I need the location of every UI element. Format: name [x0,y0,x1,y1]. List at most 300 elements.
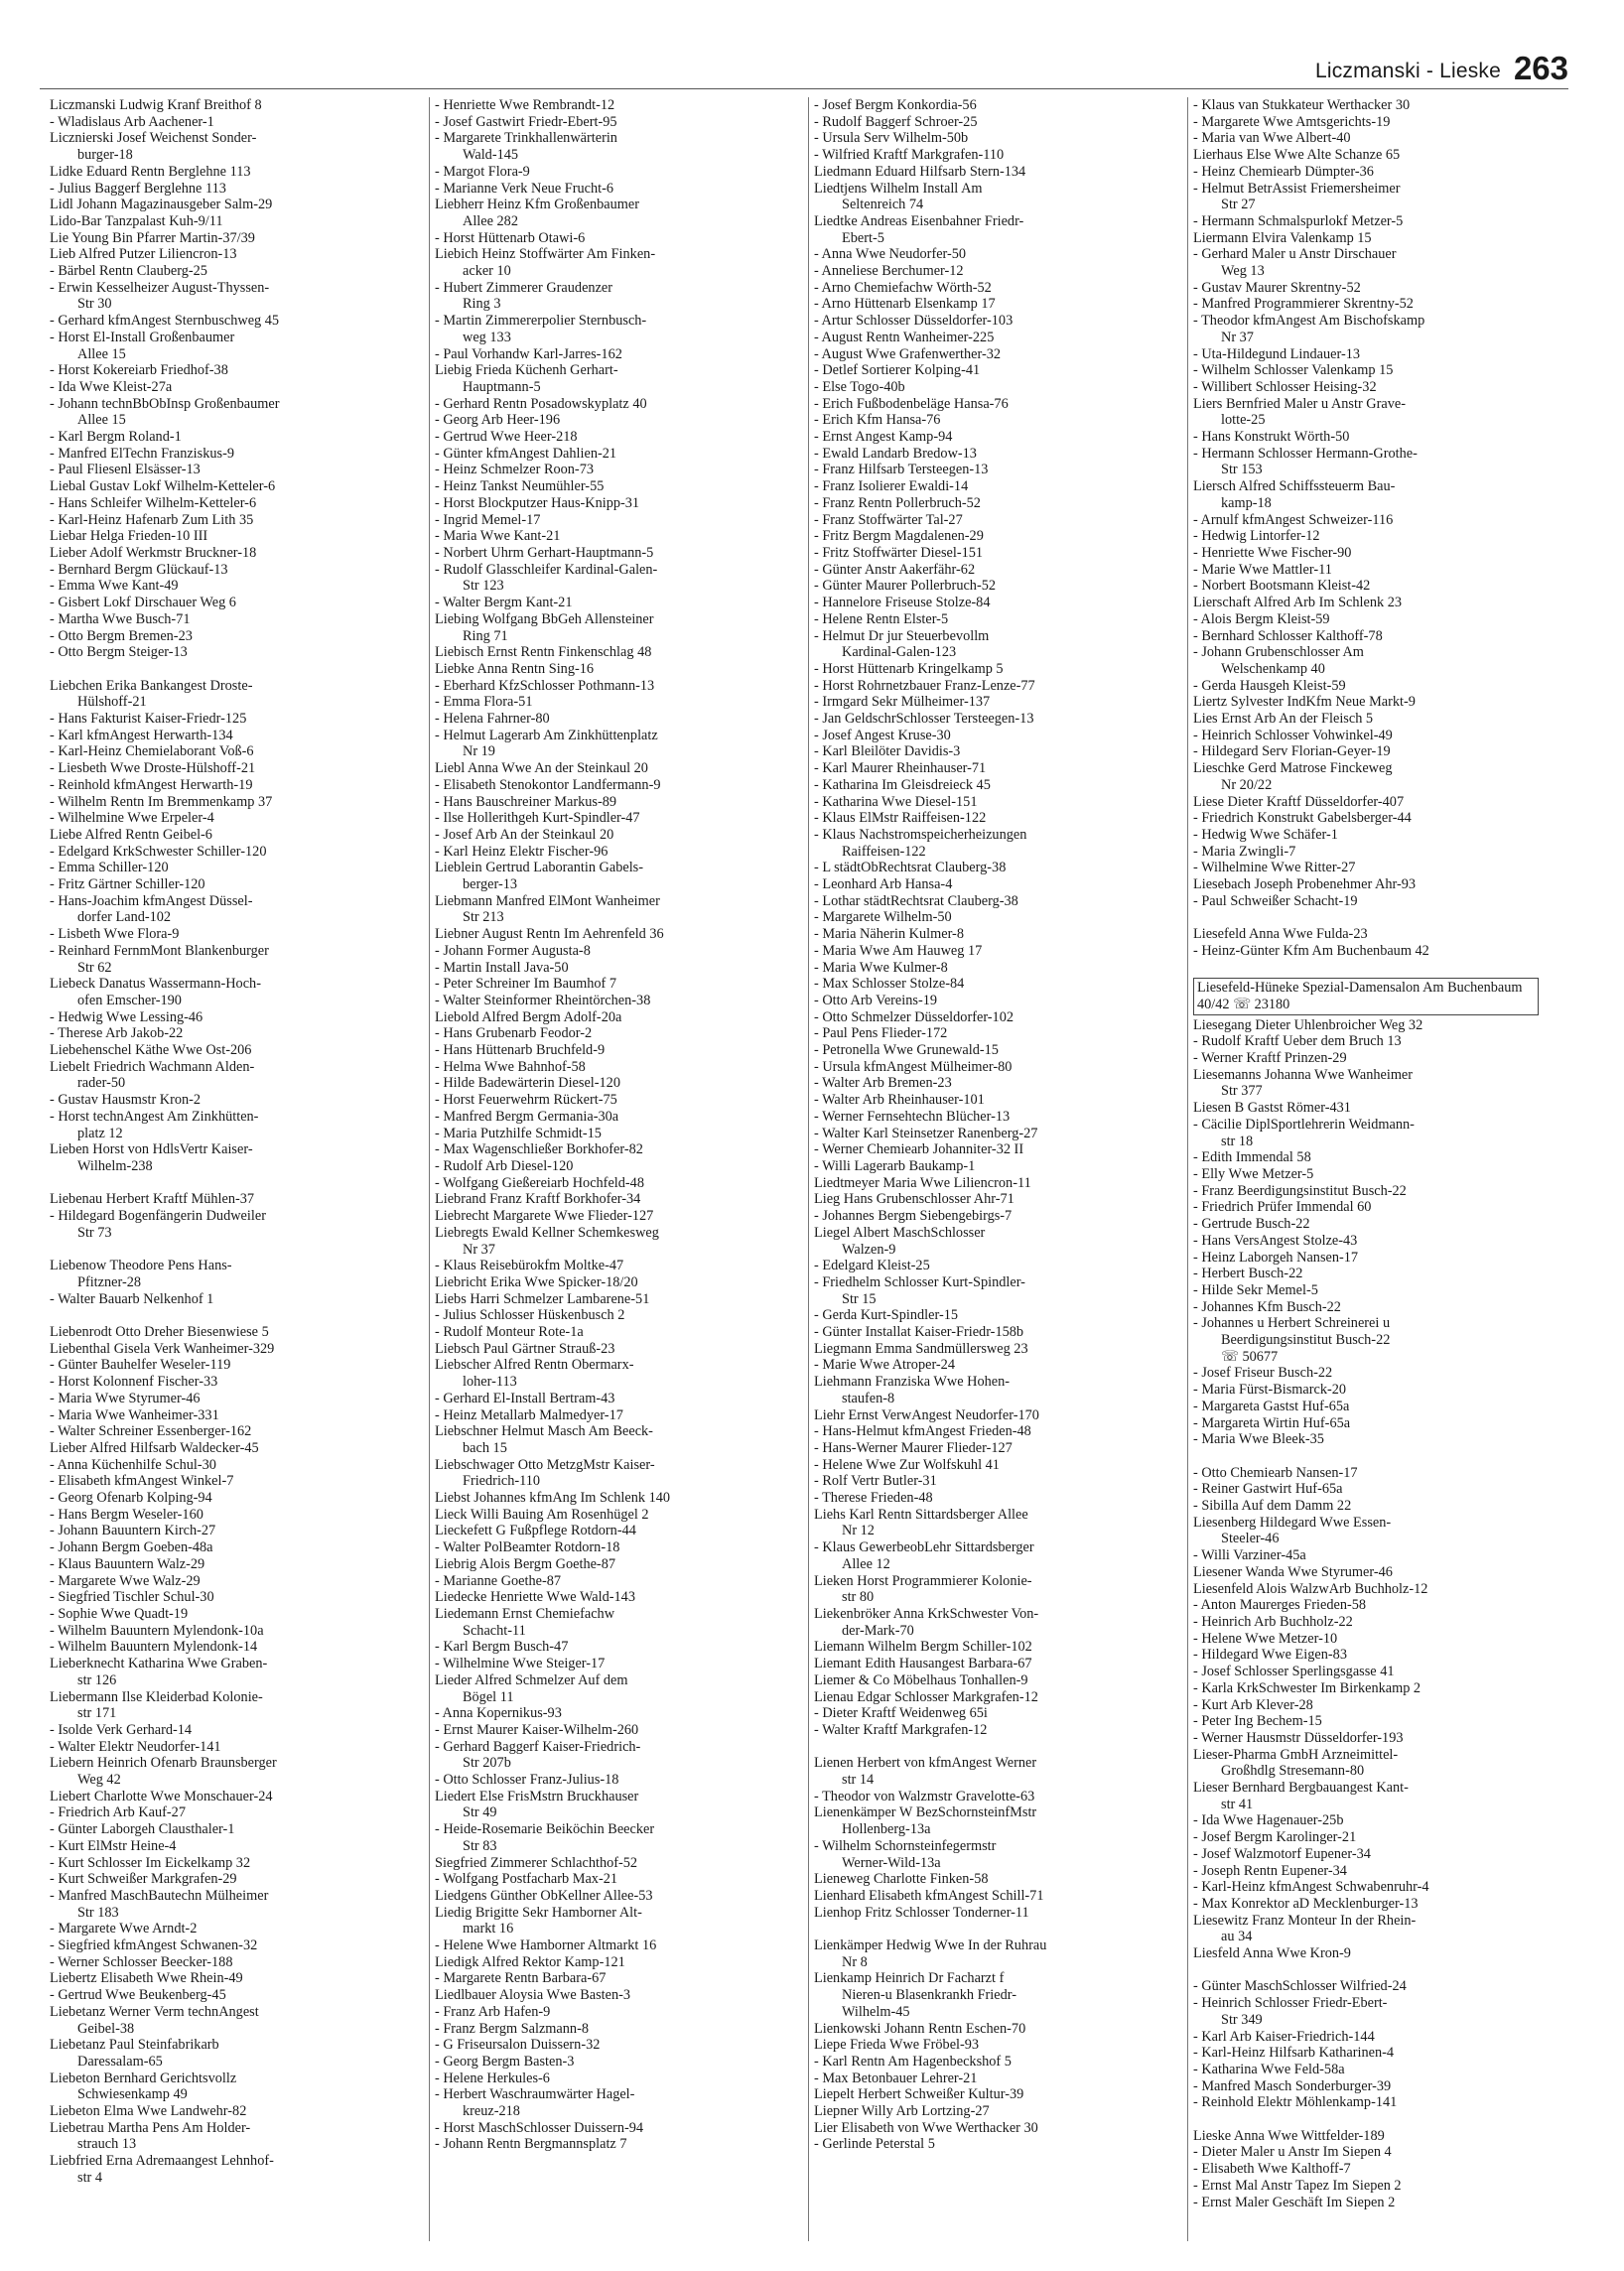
directory-entry [1193,2111,1539,2128]
directory-column-4 [1193,97,1539,2251]
directory-entry: - Margot Flora-9 [435,163,530,180]
directory-entry: - Johann Former Augusta-8 [435,942,591,959]
directory-entry: Welschenkamp 40 [1221,660,1325,677]
directory-entry: - Wilhelm Schlosser Valenkamp 15 [1193,362,1394,379]
directory-entry: - Rudolf Glasschleifer Kardinal-Galen- [435,561,658,578]
directory-entry: Wilhelm-238 [77,1158,153,1174]
directory-entry: str 18 [1221,1133,1254,1149]
directory-entry: Großhdlg Stresemann-80 [1221,1763,1365,1780]
directory-entry: - Kurt ElMstr Heine-4 [50,1837,177,1854]
directory-entry: - Klaus Reisebürokfm Moltke-47 [435,1258,624,1274]
directory-entry: - Maria Wwe Kant-21 [435,528,561,545]
directory-entry: - Hannelore Friseuse Stolze-84 [814,595,991,611]
directory-entry: - Gustav Hausmstr Kron-2 [50,1092,202,1109]
directory-entry: burger-18 [77,147,133,164]
directory-entry: - Gerhard Maler u Anstr Dirschauer [1193,246,1397,263]
directory-entry: - Friedrich Prüfer Immendal 60 [1193,1199,1372,1216]
directory-entry: - August Wwe Grafenwerther-32 [814,345,1002,362]
directory-entry: Hauptmann-5 [463,378,541,395]
directory-entry: Lieneweg Charlotte Finken-58 [814,1871,989,1888]
directory-entry: berger-13 [463,876,518,893]
directory-entry: Geibel-38 [77,2020,135,2037]
directory-entry: - Horst Rohrnetzbauer Franz-Lenze-77 [814,677,1035,694]
directory-entry: - Helene Herkules-6 [435,2070,550,2086]
directory-entry: - Emma Schiller-120 [50,860,169,876]
directory-entry: Liertz Sylvester IndKfm Neue Markt-9 [1193,694,1416,711]
directory-entry: - Maria Putzhilfe Schmidt-15 [435,1125,602,1141]
directory-entry: Nr 8 [842,1953,868,1970]
directory-entry: - Katharina Wwe Diesel-151 [814,793,978,810]
directory-entry: Lieske Anna Wwe Wittfelder-189 [1193,2127,1385,2144]
directory-entry: Schacht-11 [463,1622,526,1639]
directory-entry: au 34 [1221,1929,1253,1945]
directory-entry: - Isolde Verk Gerhard-14 [50,1721,193,1738]
directory-entry: - Reinhold kfmAngest Herwarth-19 [50,776,253,793]
directory-entry: - Hans-Werner Maurer Flieder-127 [814,1439,1013,1456]
directory-entry: Beerdigungsinstitut Busch-22 [1221,1332,1391,1349]
directory-entry: Liebenthal Gisela Verk Wanheimer-329 [50,1340,275,1357]
directory-entry: - Willi Lagerarb Baukamp-1 [814,1158,976,1174]
directory-entry: - Walter Arb Rheinhauser-101 [814,1092,985,1109]
directory-entry: str 126 [77,1671,117,1688]
directory-entry: Liepelt Herbert Schweißer Kultur-39 [814,2086,1024,2103]
directory-entry: kreuz-218 [463,2103,520,2120]
directory-entry: loher-113 [463,1374,517,1391]
directory-entry: - Edith Immendal 58 [1193,1149,1311,1166]
directory-entry: rader-50 [77,1075,126,1092]
directory-entry: - Henriette Wwe Fischer-90 [1193,544,1352,561]
directory-entry: - Klaus Bauuntern Walz-29 [50,1555,205,1572]
directory-entry: Liebert Charlotte Wwe Monschauer-24 [50,1788,273,1804]
directory-entry: - Erich Kfm Hansa-76 [814,412,941,429]
directory-entry: str 41 [1221,1796,1254,1812]
directory-entry: - Werner Schlosser Beecker-188 [50,1953,233,1970]
directory-entry: - Max Schlosser Stolze-84 [814,976,965,993]
directory-entry: platz 12 [77,1125,123,1141]
directory-entry: - Herbert Busch-22 [1193,1266,1303,1282]
directory-entry: Ring 71 [463,627,508,644]
directory-entry: - Günter Bauhelfer Weseler-119 [50,1357,231,1374]
directory-entry: - Bernhard Bergm Glückauf-13 [50,561,228,578]
directory-entry: - Georg Ofenarb Kolping-94 [50,1490,212,1507]
directory-entry: - Heinrich Schlosser Vohwinkel-49 [1193,727,1393,743]
directory-entry: - Karl Maurer Rheinhauser-71 [814,760,987,777]
directory-entry: Nr 12 [842,1523,875,1539]
directory-entry: - Otto Bergm Steiger-13 [50,644,188,661]
directory-entry: - Heinz Chemiearb Dümpter-36 [1193,163,1374,180]
directory-entry: - Eberhard KfzSchlosser Pothmann-13 [435,677,655,694]
directory-entry: Str 73 [77,1224,112,1241]
directory-entry: Lienkamp Heinrich Dr Facharzt f [814,1970,1005,1987]
directory-entry [1193,960,1539,977]
directory-entry: - Rolf Vertr Butler-31 [814,1473,937,1490]
directory-entry [1193,1448,1539,1465]
directory-entry: - Karl kfmAngest Herwarth-134 [50,727,233,743]
directory-entry: Lierschaft Alfred Arb Im Schlenk 23 [1193,595,1403,611]
directory-entry: - Günter MaschSchlosser Wilfried-24 [1193,1978,1407,1995]
directory-entry: Raiffeisen-122 [842,843,926,860]
directory-entry: - Franz Bergm Salzmann-8 [435,2020,589,2037]
directory-entry: Lier Elisabeth von Wwe Werthacker 30 [814,2119,1038,2136]
directory-column-2 [435,97,780,2251]
directory-entry: - Ewald Landarb Bredow-13 [814,445,977,462]
directory-entry: Liebeton Elma Wwe Landwehr-82 [50,2103,247,2120]
directory-entry: - Alois Bergm Kleist-59 [1193,610,1330,627]
directory-entry: - Hilde Badewärterin Diesel-120 [435,1075,620,1092]
directory-entry: - Anna Küchenhilfe Schul-30 [50,1456,216,1473]
directory-entry: - Friedhelm Schlosser Kurt-Spindler- [814,1273,1025,1290]
directory-entry: - August Rentn Wanheimer-225 [814,329,995,345]
directory-entry: - Theodor kfmAngest Am Bischofskamp [1193,313,1425,330]
directory-entry: - Leonhard Arb Hansa-4 [814,876,953,893]
directory-entry: Liebetanz Paul Steinfabrikarb [50,2037,219,2054]
directory-entry: - Wolfgang Postfacharb Max-21 [435,1871,618,1888]
page-header [40,38,1568,89]
directory-entry: - Gerhard Baggerf Kaiser-Friedrich- [435,1738,641,1755]
directory-entry: Liebal Gustav Lokf Wilhelm-Ketteler-6 [50,478,276,495]
directory-entry: - Anton Maurerges Frieden-58 [1193,1597,1367,1614]
directory-entry: Liesfeld Anna Wwe Kron-9 [1193,1945,1351,1962]
page-number: 263 [1513,50,1568,86]
directory-entry: - Wilhelmine Wwe Ritter-27 [1193,860,1356,876]
directory-entry: Str 213 [463,909,504,926]
directory-entry: - Klaus van Stukkateur Werthacker 30 [1193,97,1411,113]
directory-entry: - Lothar städtRechtsrat Clauberg-38 [814,892,1018,909]
directory-entry: - Erich Fußbodenbeläge Hansa-76 [814,395,1009,412]
directory-entry: Liesenfeld Alois WalzwArb Buchholz-12 [1193,1580,1428,1597]
directory-entry: - Rudolf Arb Diesel-120 [435,1158,574,1174]
directory-entry: Lieb Alfred Putzer Liliencron-13 [50,246,237,263]
directory-entry: bach 15 [463,1439,507,1456]
directory-entry: Lieberknecht Katharina Wwe Graben- [50,1656,268,1672]
directory-entry: Lienen Herbert von kfmAngest Werner [814,1755,1037,1772]
directory-entry: - Heinz-Günter Kfm Am Buchenbaum 42 [1193,942,1429,959]
directory-entry: Liebmann Manfred ElMont Wanheimer [435,892,660,909]
directory-entry: - Gertrud Wwe Beukenberg-45 [50,1987,226,2004]
directory-entry [50,1242,395,1259]
directory-entry: - Peter Ing Bechem-15 [1193,1713,1322,1730]
directory-entry: - Ingrid Memel-17 [435,511,541,528]
directory-entry: - Arnulf kfmAngest Schweizer-116 [1193,511,1394,528]
directory-entry: - Kurt Schlosser Im Eickelkamp 32 [50,1854,251,1871]
directory-entry: Liebschner Helmut Masch Am Beeck- [435,1423,653,1440]
directory-entry: Lieg Hans Grubenschlosser Ahr-71 [814,1191,1015,1208]
directory-entry: - Gerlinde Peterstal 5 [814,2136,935,2153]
directory-entry: Nr 20/22 [1221,776,1273,793]
directory-entry: - Johann Bergm Goeben-48a [50,1539,213,1556]
directory-entry: - Hans Grubenarb Feodor-2 [435,1025,593,1042]
directory-entry: - Horst Hüttenarb Kringelkamp 5 [814,660,1004,677]
directory-entry: - Cäcilie DiplSportlehrerin Weidmann- [1193,1116,1415,1133]
directory-entry: - Helmut BetrAssist Friemersheimer [1193,180,1401,197]
directory-entry: - Heinz Laborgeh Nansen-17 [1193,1249,1359,1266]
directory-entry: - Margarete Wwe Amtsgerichts-19 [1193,113,1391,130]
directory-entry: - Hubert Zimmerer Graudenzer [435,279,613,296]
directory-entry: Liebregts Ewald Kellner Schemkesweg [435,1224,659,1241]
directory-entry: Liebrecht Margarete Wwe Flieder-127 [435,1208,654,1225]
directory-entry: Liebrig Alois Bergm Goethe-87 [435,1555,615,1572]
directory-entry: - Hilde Sekr Memel-5 [1193,1281,1318,1298]
directory-entry: - Hedwig Wwe Schäfer-1 [1193,826,1338,843]
directory-entry: Lieken Horst Programmierer Kolonie- [814,1572,1032,1589]
directory-entry: - Werner Kraftf Prinzen-29 [1193,1050,1347,1067]
directory-entry: - Erwin Kesselheizer August-Thyssen- [50,279,270,296]
directory-entry: Wald-145 [463,147,519,164]
directory-entry: Liebschwager Otto MetzgMstr Kaiser- [435,1456,655,1473]
directory-entry: Str 377 [1221,1083,1263,1100]
directory-entry: Daressalam-65 [77,2053,163,2070]
directory-entry: - Marie Wwe Atroper-24 [814,1357,955,1374]
directory-entry: - Walter PolBeamter Rotdorn-18 [435,1539,620,1556]
directory-entry: Str 349 [1221,2011,1263,2028]
directory-entry: - Josef Bergm Konkordia-56 [814,97,977,113]
directory-entry: Liesen B Gastst Römer-431 [1193,1100,1351,1117]
directory-entry: Liebing Wolfgang BbGeh Allensteiner [435,610,654,627]
directory-entry: Lidl Johann Magazinausgeber Salm-29 [50,197,273,213]
directory-entry: - Werner Chemiearb Johanniter-32 II [814,1141,1024,1158]
directory-entry: - Maria Wwe Wanheimer-331 [50,1406,219,1423]
directory-entry: Str 153 [1221,462,1263,478]
directory-entry: Seltenreich 74 [842,197,924,213]
directory-entry: - Franz Beerdigungsinstitut Busch-22 [1193,1182,1407,1199]
directory-entry: Liesener Wanda Wwe Styrumer-46 [1193,1563,1393,1580]
directory-entry: Str 27 [1221,197,1256,213]
directory-entry: Lieber Alfred Hilfsarb Waldecker-45 [50,1439,259,1456]
directory-entry: - Ida Wwe Kleist-27a [50,378,173,395]
directory-entry: - Heinrich Schlosser Friedr-Ebert- [1193,1995,1388,2012]
directory-entry: - Manfred MaschBautechn Mülheimer [50,1887,269,1904]
directory-entry: - Heide-Rosemarie Beiköchin Beecker [435,1821,655,1838]
directory-entry: Hülshoff-21 [77,694,147,711]
directory-entry: - Wilhelm Schornsteinfegermstr [814,1837,997,1854]
directory-entry: - Horst Feuerwehrm Rückert-75 [435,1092,617,1109]
directory-entry: - Paul Pens Flieder-172 [814,1025,948,1042]
directory-entry: markt 16 [463,1921,514,1937]
directory-entry: - Ernst Maurer Kaiser-Wilhelm-260 [435,1721,639,1738]
directory-entry: - Karl-Heinz Hilfsarb Katharinen-4 [1193,2045,1395,2062]
directory-entry: - Paul Fliesenl Elsässer-13 [50,462,201,478]
directory-entry: - Walter Karl Steinsetzer Ranenberg-27 [814,1125,1038,1141]
directory-entry: - Norbert Bootsmann Kleist-42 [1193,578,1371,595]
directory-entry [1193,1962,1539,1979]
directory-entry: - Hans Konstrukt Wörth-50 [1193,429,1350,446]
directory-entry: - Herbert Waschraumwärter Hagel- [435,2086,635,2103]
directory-entry: Walzen-9 [842,1241,896,1258]
directory-entry: - Wilhelm Rentn Im Bremmenkamp 37 [50,793,273,810]
directory-entry: Liedecke Henriette Wwe Wald-143 [435,1589,635,1606]
directory-entry: - Elisabeth Wwe Kalthoff-7 [1193,2161,1351,2178]
directory-entry: - Walter Steinformer Rheintörchen-38 [435,992,651,1008]
directory-entry: - Johannes u Herbert Schreinerei u [1193,1315,1391,1332]
directory-entry: - Heinz Schmelzer Roon-73 [435,462,594,478]
directory-entry: - Therese Arb Jakob-22 [50,1025,184,1042]
directory-entry: - Walter Arb Bremen-23 [814,1075,952,1092]
directory-entry: - Manfred Masch Sonderburger-39 [1193,2077,1392,2094]
directory-entry: - Georg Arb Heer-196 [435,412,561,429]
directory-entry: Lieder Alfred Schmelzer Auf dem [435,1671,628,1688]
directory-entry: - Franz Rentn Pollerbruch-52 [814,494,981,511]
directory-entry: Liebeck Danatus Wassermann-Hoch- [50,976,261,993]
directory-entry: - Josef Schlosser Sperlingsgasse 41 [1193,1664,1395,1680]
directory-entry: - Georg Bergm Basten-3 [435,2053,575,2070]
directory-entry: Schwiesenkamp 49 [77,2086,188,2103]
directory-entry: - Therese Frieden-48 [814,1490,933,1507]
directory-entry: Liebern Heinrich Ofenarb Braunsberger [50,1755,277,1772]
directory-entry: Ring 3 [463,296,501,313]
directory-entry: - Gustav Maurer Skrentny-52 [1193,279,1361,296]
directory-entry: - Josef Bergm Karolinger-21 [1193,1829,1357,1846]
directory-entry: Friedrich-110 [463,1473,541,1490]
directory-entry: - Hans Schleifer Wilhelm-Ketteler-6 [50,494,257,511]
directory-entry: - Werner Fernsehtechn Blücher-13 [814,1108,1011,1125]
directory-entry: acker 10 [463,263,511,280]
directory-entry: - Margarete Wwe Walz-29 [50,1572,201,1589]
directory-entry: Liebenrodt Otto Dreher Biesenwiese 5 [50,1324,269,1341]
directory-entry: Allee 15 [77,345,126,362]
directory-entry: - Julius Baggerf Berglehne 113 [50,180,226,197]
directory-entry: - Hermann Schlosser Hermann-Grothe- [1193,445,1418,462]
directory-entry: - Wilhelmine Wwe Steiger-17 [435,1656,606,1672]
directory-entry: - Wladislaus Arb Aachener-1 [50,113,214,130]
directory-entry: - Gerhard kfmAngest Sternbuschweg 45 [50,313,280,330]
directory-entry: Steeler-46 [1221,1531,1280,1547]
directory-entry: Liesebach Joseph Probenehmer Ahr-93 [1193,876,1417,893]
directory-entry: Liebst Johannes kfmAng Im Schlenk 140 [435,1490,671,1507]
directory-entry: - Ida Wwe Hagenauer-25b [1193,1812,1344,1829]
directory-entry: - Wilhelm Bauuntern Mylendonk-14 [50,1639,258,1656]
directory-entry: - Klaus ElMstr Raiffeisen-122 [814,810,987,827]
directory-entry: - L städtObRechtsrat Clauberg-38 [814,860,1007,876]
directory-entry: - Margareta Wirtin Huf-65a [1193,1414,1351,1431]
directory-entry: Str 207b [463,1755,511,1772]
directory-entry: Lies Ernst Arb An der Fleisch 5 [1193,711,1374,728]
directory-entry: - Gertrud Wwe Heer-218 [435,429,578,446]
boxed-advertisement: Liesefeld-Hüneke Spezial-Damensalon Am Buchenbaum 40/42 ☏ 23180 [1193,978,1539,1014]
directory-entry: - G Friseursalon Duissern-32 [435,2037,601,2054]
directory-entry: - Irmgard Sekr Mülheimer-137 [814,694,991,711]
directory-entry: - Maria Wwe Am Hauweg 17 [814,942,983,959]
directory-entry: - Karl Bergm Roland-1 [50,429,182,446]
directory-entry: - Klaus Nachstromspeicherheizungen [814,826,1027,843]
directory-entry: - Manfred ElTechn Franziskus-9 [50,445,234,462]
directory-entry: - Karla KrkSchwester Im Birkenkamp 2 [1193,1679,1421,1696]
directory-entry: - Ursula Serv Wilhelm-50b [814,130,969,147]
directory-entry: Hollenberg-13a [842,1821,931,1838]
directory-entry: Liermann Elvira Valenkamp 15 [1193,229,1372,246]
directory-entry: - Detlef Sortierer Kolping-41 [814,362,981,379]
directory-entry: Allee 282 [463,212,518,229]
directory-entry: - Hans Bergm Weseler-160 [50,1506,203,1523]
directory-entry [50,661,395,678]
directory-entry: - Artur Schlosser Düsseldorfer-103 [814,313,1014,330]
directory-entry: Werner-Wild-13a [842,1854,941,1871]
directory-entry: Liebeton Bernhard Gerichtsvollz [50,2070,237,2086]
directory-entry [1193,909,1539,926]
directory-entry: Liepe Frieda Wwe Fröbel-93 [814,2037,980,2054]
directory-entry: - Josef Gastwirt Friedr-Ebert-95 [435,113,617,130]
directory-entry: - Henriette Wwe Rembrandt-12 [435,97,615,113]
directory-entry: strauch 13 [77,2136,137,2153]
directory-entry: - Reinhard FernmMont Blankenburger [50,942,269,959]
directory-entry: Liegmann Emma Sandmüllersweg 23 [814,1340,1028,1357]
directory-entry: - Horst Kolonnenf Fischer-33 [50,1374,218,1391]
directory-entry: - Horst Blockputzer Haus-Knipp-31 [435,494,640,511]
directory-entry: str 80 [842,1589,875,1606]
directory-entry: Liebertz Elisabeth Wwe Rhein-49 [50,1970,243,1987]
directory-entry: - Maria Zwingli-7 [1193,843,1296,860]
directory-entry: - Bernhard Schlosser Kalthoff-78 [1193,627,1383,644]
directory-entry: lotte-25 [1221,412,1266,429]
directory-column-3 [814,97,1159,2251]
directory-entry: - Willibert Schlosser Heising-32 [1193,378,1377,395]
directory-entry: Liersch Alfred Schiffssteuerm Bau- [1193,478,1396,495]
directory-entry: - Friedrich Konstrukt Gabelsberger-44 [1193,810,1412,827]
directory-entry: Liese Dieter Kraftf Düsseldorfer-407 [1193,793,1405,810]
directory-entry: - Ernst Angest Kamp-94 [814,429,953,446]
directory-entry: Lieber Adolf Werkmstr Bruckner-18 [50,544,257,561]
directory-entry: - Dieter Maler u Anstr Im Siepen 4 [1193,2144,1392,2161]
directory-entry: Lieser-Pharma GmbH Arzneimittel- [1193,1746,1399,1763]
directory-entry: Str 62 [77,959,112,976]
directory-entry: - Elisabeth kfmAngest Winkel-7 [50,1473,234,1490]
directory-entry: - Hildegard Bogenfängerin Dudweiler [50,1208,266,1225]
directory-entry: Liebherr Heinz Kfm Großenbaumer [435,197,640,213]
directory-entry: - Ernst Mal Anstr Tapez Im Siepen 2 [1193,2177,1402,2194]
directory-entry: str 14 [842,1772,875,1789]
directory-entry: - Helene Rentn Elster-5 [814,610,949,627]
directory-entry: - Hildegard Wwe Eigen-83 [1193,1647,1347,1664]
directory-entry: Liebchen Erika Bankangest Droste- [50,677,253,694]
directory-entry: Liedemann Ernst Chemiefachw [435,1605,615,1622]
directory-entry: - Jan GeldschrSchlosser Tersteegen-13 [814,711,1034,728]
directory-entry: - Hildegard Serv Florian-Geyer-19 [1193,743,1391,760]
directory-entry: - Reiner Gastwirt Huf-65a [1193,1481,1343,1498]
directory-entry: staufen-8 [842,1390,895,1406]
directory-entry: - Karl-Heinz kfmAngest Schwabenruhr-4 [1193,1879,1429,1896]
running-title: Liczmanski - Lieske [1314,60,1501,82]
directory-entry: - Margarete Rentn Barbara-67 [435,1970,607,1987]
directory-entry: - Rudolf Baggerf Schroer-25 [814,113,978,130]
directory-entry: - Hedwig Lintorfer-12 [1193,528,1320,545]
directory-entry: ☏ 50677 [1221,1348,1279,1365]
directory-entry: Lieser Bernhard Bergbauangest Kant- [1193,1780,1409,1797]
directory-entry: - Sibilla Auf dem Damm 22 [1193,1498,1352,1515]
directory-entry: Weg 13 [1221,263,1265,280]
directory-entry: - Maria van Wwe Albert-40 [1193,130,1351,147]
directory-entry: - Theodor von Walzmstr Gravelotte-63 [814,1788,1035,1804]
directory-entry: Liczmanski Ludwig Kranf Breithof 8 [50,97,262,113]
directory-entry: - Marie Wwe Mattler-11 [1193,561,1332,578]
directory-entry: - Günter Laborgeh Clausthaler-1 [50,1821,235,1838]
directory-entry: - Edelgard KrkSchwester Schiller-120 [50,843,267,860]
directory-entry: - Hans VersAngest Stolze-43 [1193,1232,1358,1249]
directory-entry: - Max Betonbauer Lehrer-21 [814,2070,978,2086]
directory-entry: Lienkämper Hedwig Wwe In der Ruhrau [814,1937,1047,1954]
directory-entry: - Franz Stoffwärter Tal-27 [814,511,963,528]
directory-entry: kamp-18 [1221,494,1272,511]
directory-entry: - Klaus GewerbeobLehr Sittardsberger [814,1539,1034,1556]
directory-entry: ofen Emscher-190 [77,992,182,1008]
directory-entry: Liebetanz Werner Verm technAngest [50,2003,259,2020]
directory-entry: - Hans Bauschreiner Markus-89 [435,793,617,810]
directory-entry: - Karl Bleilöter Davidis-3 [814,743,961,760]
directory-entry: - Paul Schweißer Schacht-19 [1193,892,1358,909]
directory-entry: - Walter Bergm Kant-21 [435,595,573,611]
directory-entry: - Elly Wwe Metzer-5 [1193,1166,1314,1182]
directory-entry: Liehs Karl Rentn Sittardsberger Allee [814,1506,1028,1523]
directory-entry: - Karl-Heinz Hafenarb Zum Lith 35 [50,511,254,528]
directory-entry: - Helene Wwe Metzer-10 [1193,1630,1338,1647]
